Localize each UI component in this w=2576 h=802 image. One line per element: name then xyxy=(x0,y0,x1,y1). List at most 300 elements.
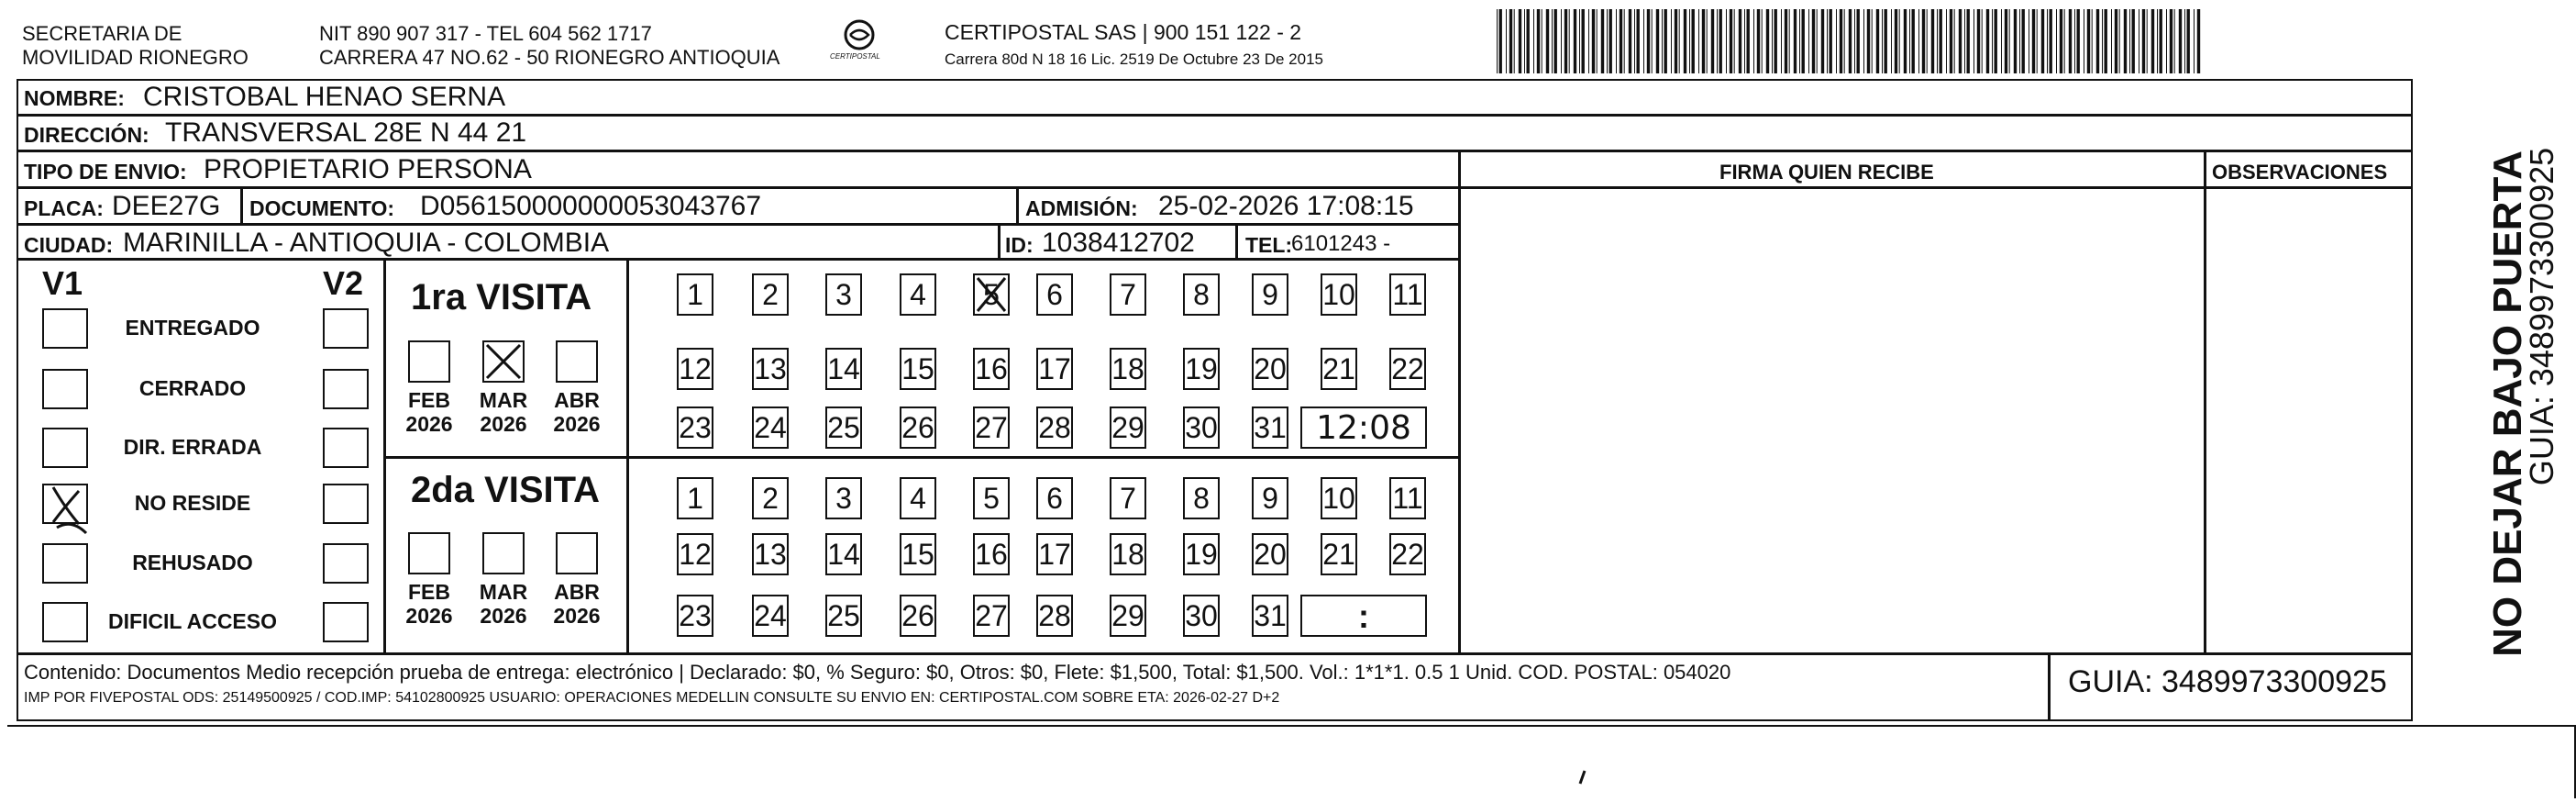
first-visit-day-box[interactable] xyxy=(1110,273,1146,316)
day-number: 29 xyxy=(1111,598,1144,632)
second-visit-day-box[interactable] xyxy=(1389,477,1426,519)
license-line: Carrera 80d N 18 16 Lic. 2519 De Octubre 23 De 2015 xyxy=(945,50,1323,68)
day-number: 13 xyxy=(754,351,787,385)
day-number: 16 xyxy=(975,351,1008,385)
barcode-bar xyxy=(2087,9,2090,73)
second-visit-day-box[interactable] xyxy=(752,533,789,575)
first-visit-day-box[interactable] xyxy=(677,407,713,449)
day-number: 27 xyxy=(975,410,1008,444)
barcode-bar xyxy=(1757,9,1760,73)
first-visit-month-checkbox[interactable] xyxy=(408,340,450,383)
barcode-bar xyxy=(1918,9,1919,73)
first-visit-day-box[interactable] xyxy=(1183,407,1220,449)
barcode-bar xyxy=(2179,9,2182,73)
day-number: 23 xyxy=(679,410,712,444)
address-label: DIRECCIÓN: xyxy=(24,123,149,147)
id-divider xyxy=(998,223,1001,258)
day-number: 1 xyxy=(687,277,703,311)
barcode-bar xyxy=(2047,9,2048,73)
barcode-bar xyxy=(1867,9,1870,73)
day-number: 29 xyxy=(1111,410,1144,444)
day-number: 22 xyxy=(1391,351,1424,385)
pen-mark xyxy=(1575,769,1590,787)
document-value: D056150000000053043767 xyxy=(420,191,762,221)
company-line: CERTIPOSTAL SAS | 900 151 122 - 2 xyxy=(945,20,1302,44)
side-guide-number: GUIA: 3489973300925 xyxy=(2523,147,2560,486)
first-visit-day-box[interactable] xyxy=(1252,407,1288,449)
barcode-bar xyxy=(1995,9,1997,73)
barcode-bar xyxy=(1895,9,1897,73)
barcode-bar xyxy=(1579,9,1580,73)
first-visit-month-year: 2026 xyxy=(480,412,527,436)
barcode-bar xyxy=(1634,9,1635,73)
day-number: 19 xyxy=(1185,351,1218,385)
first-visit-day-box[interactable] xyxy=(1036,273,1073,316)
barcode-bar xyxy=(1679,9,1680,73)
first-visit-day-box[interactable] xyxy=(1321,273,1357,316)
day-number: 2 xyxy=(762,277,779,311)
day-number: 15 xyxy=(901,537,934,571)
handwritten-x-icon xyxy=(46,482,88,535)
first-visit-day-box[interactable] xyxy=(752,273,789,316)
name-value: CRISTOBAL HENAO SERNA xyxy=(143,82,506,112)
barcode-bar xyxy=(1624,9,1625,73)
barcode-bar xyxy=(2064,9,2065,73)
day-number: 20 xyxy=(1254,351,1287,385)
barcode-bar xyxy=(1885,9,1887,73)
v1-checkbox[interactable] xyxy=(42,543,88,584)
first-visit-month-year: 2026 xyxy=(405,412,453,436)
print-line: IMP POR FIVEPOSTAL ODS: 25149500925 / COD.IMP: 54102800925 USUARIO: OPERACIONES MEDELLIN CONSULTE SU ENVIO EN: CERTIPOSTAL.COM SOBRE ETA: 2026-02-27 D+2 xyxy=(24,690,1280,706)
barcode-bar xyxy=(1509,9,1512,73)
day-number: 24 xyxy=(754,598,787,632)
first-visit-day-box[interactable] xyxy=(973,348,1010,390)
barcode-bar xyxy=(1717,9,1718,73)
second-visit-day-box[interactable] xyxy=(1036,477,1073,519)
admission-value: 25-02-2026 17:08:15 xyxy=(1158,191,1414,221)
barcode-bar xyxy=(2129,9,2130,73)
v1-checkbox[interactable] xyxy=(42,484,88,524)
v2-checkbox[interactable] xyxy=(323,484,369,524)
observations-left-border xyxy=(2204,150,2206,652)
barcode-bar xyxy=(1872,9,1873,73)
second-visit-day-box[interactable] xyxy=(900,477,936,519)
first-visit-time-box[interactable] xyxy=(1300,407,1427,449)
barcode-bar xyxy=(1946,9,1947,73)
barcode-bar xyxy=(1671,9,1672,73)
status-option-label: NO RESIDE xyxy=(134,491,251,515)
second-visit-day-box[interactable] xyxy=(677,477,713,519)
barcode-bar xyxy=(1662,9,1663,73)
v2-checkbox[interactable] xyxy=(323,602,369,642)
barcode-bar xyxy=(1844,9,1845,73)
first-visit-day-box[interactable] xyxy=(900,348,936,390)
first-visit-day-box[interactable] xyxy=(752,407,789,449)
day-number: 11 xyxy=(1392,481,1423,515)
barcode-bar xyxy=(2009,9,2010,73)
logo-icon xyxy=(830,17,903,70)
plate-label: PLACA: xyxy=(24,196,104,220)
barcode-bar xyxy=(2132,9,2135,73)
first-visit-day-box[interactable] xyxy=(1389,348,1426,390)
signature-left-border xyxy=(1458,150,1461,652)
barcode-bar xyxy=(1762,9,1763,73)
barcode-bar xyxy=(1863,9,1864,73)
barcode-bar xyxy=(2105,9,2107,73)
barcode-bar xyxy=(1899,9,1900,73)
barcode-bar xyxy=(1931,9,1934,73)
row-divider xyxy=(17,186,2413,189)
barcode-bar xyxy=(2037,9,2038,73)
signature-header: FIRMA QUIEN RECIBE xyxy=(1719,161,1934,184)
second-visit-day-box[interactable] xyxy=(973,595,1010,637)
second-visit-day-box[interactable] xyxy=(1036,533,1073,575)
bottom-frame xyxy=(7,725,2576,798)
day-number: 5 xyxy=(983,481,1000,515)
barcode-bar xyxy=(1597,9,1598,73)
barcode-bar xyxy=(2005,9,2007,73)
barcode-bar xyxy=(1964,9,1965,73)
barcode-bar xyxy=(1753,9,1754,73)
day-number: 20 xyxy=(1254,537,1287,571)
day-number: 12 xyxy=(679,351,712,385)
first-visit-day-box[interactable] xyxy=(973,273,1010,316)
barcode-bar xyxy=(2056,9,2057,73)
barcode-bar xyxy=(1840,9,1842,73)
barcode-bar xyxy=(1789,9,1790,73)
second-visit-day-box[interactable] xyxy=(1110,477,1146,519)
first-visit-month-name: MAR xyxy=(479,388,528,412)
second-visit-day-box[interactable] xyxy=(825,595,862,637)
first-visit-month-name: ABR xyxy=(554,388,600,412)
first-visit-day-box[interactable] xyxy=(825,348,862,390)
barcode-bar xyxy=(1802,9,1805,73)
barcode-bar xyxy=(1927,9,1928,73)
barcode-bar xyxy=(1497,9,1498,73)
barcode-bar xyxy=(2124,9,2127,73)
v2-label: V2 xyxy=(323,264,364,302)
barcode-bar xyxy=(2022,9,2025,73)
barcode-bar xyxy=(1891,9,1892,73)
v1-checkbox[interactable] xyxy=(42,369,88,409)
barcode-bar xyxy=(2115,9,2117,73)
barcode-bar xyxy=(1647,9,1650,73)
barcode-bar xyxy=(2019,9,2020,73)
barcode-bar xyxy=(1499,9,1502,73)
day-number: 17 xyxy=(1038,351,1071,385)
v1-checkbox[interactable] xyxy=(42,308,88,349)
second-visit-day-box[interactable] xyxy=(1036,595,1073,637)
second-visit-day-box[interactable] xyxy=(1321,533,1357,575)
first-visit-day-box[interactable] xyxy=(900,273,936,316)
day-number: 13 xyxy=(754,537,787,571)
v2-checkbox[interactable] xyxy=(323,369,369,409)
barcode-bar xyxy=(2166,9,2167,73)
v2-checkbox[interactable] xyxy=(323,428,369,468)
barcode-bar xyxy=(2096,9,2099,73)
barcode-bar xyxy=(2050,9,2052,73)
first-visit-month-name: FEB xyxy=(408,388,450,412)
barcode-bar xyxy=(1992,9,1993,73)
barcode-bar xyxy=(1620,9,1622,73)
barcode-bar xyxy=(1656,9,1659,73)
day-number: 28 xyxy=(1038,598,1071,632)
barcode-bar xyxy=(2147,9,2148,73)
barcode-bar xyxy=(2197,9,2200,73)
row-divider xyxy=(17,223,1458,226)
day-number: 27 xyxy=(975,598,1008,632)
day-number: 31 xyxy=(1254,410,1287,444)
first-visit-day-box[interactable] xyxy=(1110,348,1146,390)
second-visit-day-box[interactable] xyxy=(677,595,713,637)
barcode-bar xyxy=(1959,9,1962,73)
x-mark-icon xyxy=(975,275,1008,314)
barcode-bar xyxy=(1912,9,1915,73)
second-visit-time-box[interactable] xyxy=(1300,595,1427,637)
barcode-bar xyxy=(2187,9,2190,73)
footer-guide-divider xyxy=(2048,652,2051,721)
admission-divider xyxy=(1016,186,1019,223)
barcode-bar xyxy=(1977,9,1980,73)
shipment-type-label: TIPO DE ENVIO: xyxy=(24,160,187,184)
second-visit-day-box[interactable] xyxy=(752,477,789,519)
first-visit-day-box[interactable] xyxy=(1110,407,1146,449)
row-divider xyxy=(17,652,2413,655)
barcode-bar xyxy=(1643,9,1644,73)
barcode-bar xyxy=(2060,9,2062,73)
day-number: 22 xyxy=(1391,537,1424,571)
second-visit-day-box[interactable] xyxy=(1321,477,1357,519)
barcode-bar xyxy=(1730,9,1732,73)
barcode-bar xyxy=(2174,9,2175,73)
day-number: 21 xyxy=(1322,351,1355,385)
barcode-bar xyxy=(2119,9,2120,73)
barcode-bar xyxy=(2092,9,2093,73)
day-number: 7 xyxy=(1120,481,1136,515)
first-visit-day-box[interactable] xyxy=(973,407,1010,449)
row-divider xyxy=(17,114,2413,117)
barcode-bar xyxy=(2194,9,2195,73)
v1-label: V1 xyxy=(42,264,83,302)
barcode-bar xyxy=(1527,9,1530,73)
day-number: 16 xyxy=(975,537,1008,571)
day-number: 25 xyxy=(827,598,860,632)
second-visit-title: 2da VISITA xyxy=(411,470,600,510)
second-visit-month-name: ABR xyxy=(554,580,600,604)
second-visit-day-box[interactable] xyxy=(973,533,1010,575)
barcode-bar xyxy=(1514,9,1515,73)
day-number: 30 xyxy=(1185,598,1218,632)
nit-line: NIT 890 907 317 - TEL 604 562 1717 xyxy=(319,22,652,45)
day-number: 4 xyxy=(910,277,926,311)
barcode-bar xyxy=(1592,9,1595,73)
barcode-bar xyxy=(1821,9,1824,73)
barcode-bar xyxy=(1554,9,1557,73)
barcode-bar xyxy=(1982,9,1983,73)
first-visit-day-box[interactable] xyxy=(1183,348,1220,390)
barcode-bar xyxy=(1607,9,1608,73)
row-divider xyxy=(17,150,2413,152)
day-number: 6 xyxy=(1046,481,1063,515)
barcode-bar xyxy=(2151,9,2154,73)
first-visit-day-box[interactable] xyxy=(1036,407,1073,449)
status-option-label: DIFICIL ACCESO xyxy=(107,609,277,633)
month-divider xyxy=(626,258,629,652)
barcode-bar xyxy=(1904,9,1907,73)
day-number: 10 xyxy=(1322,481,1355,515)
second-visit-day-box[interactable] xyxy=(1252,595,1288,637)
first-visit-day-box[interactable] xyxy=(677,348,713,390)
barcode-bar xyxy=(1986,9,1989,73)
second-visit-day-box[interactable] xyxy=(1389,533,1426,575)
visit-divider xyxy=(383,456,1458,459)
barcode-bar xyxy=(1684,9,1686,73)
barcode-bar xyxy=(2069,9,2072,73)
barcode-bar xyxy=(1506,9,1507,73)
day-number: 9 xyxy=(1262,481,1278,515)
barcode-bar xyxy=(1692,9,1695,73)
day-number: 2 xyxy=(762,481,779,515)
v2-checkbox[interactable] xyxy=(323,308,369,349)
day-number: 18 xyxy=(1111,351,1144,385)
first-visit-month-checkbox[interactable] xyxy=(556,340,598,383)
second-visit-month-checkbox[interactable] xyxy=(408,532,450,574)
second-visit-day-box[interactable] xyxy=(973,477,1010,519)
second-visit-day-box[interactable] xyxy=(1183,533,1220,575)
v2-checkbox[interactable] xyxy=(323,543,369,584)
barcode-bar xyxy=(1702,9,1705,73)
barcode-bar xyxy=(1574,9,1576,73)
second-visit-day-box[interactable] xyxy=(1252,533,1288,575)
first-visit-day-box[interactable] xyxy=(1389,273,1426,316)
day-number: 24 xyxy=(754,410,787,444)
barcode-bar xyxy=(1774,9,1777,73)
second-visit-day-box[interactable] xyxy=(1183,477,1220,519)
barcode-bar xyxy=(1922,9,1925,73)
day-number: 23 xyxy=(679,598,712,632)
first-visit-day-box[interactable] xyxy=(1036,348,1073,390)
first-visit-day-box[interactable] xyxy=(1183,273,1220,316)
barcode-bar xyxy=(1857,9,1860,73)
second-visit-day-box[interactable] xyxy=(1183,595,1220,637)
first-visit-day-box[interactable] xyxy=(1321,348,1357,390)
first-visit-day-box[interactable] xyxy=(1252,348,1288,390)
day-number: 12 xyxy=(679,537,712,571)
barcode-bar xyxy=(1766,9,1769,73)
second-visit-day-box[interactable] xyxy=(1252,477,1288,519)
document-label: DOCUMENTO: xyxy=(249,196,395,220)
status-option-label: CERRADO xyxy=(138,376,247,400)
barcode-bar xyxy=(1849,9,1852,73)
plate-value: DEE27G xyxy=(112,191,221,221)
first-visit-day-box[interactable] xyxy=(825,273,862,316)
day-number: 1 xyxy=(687,481,703,515)
second-visit-day-box[interactable] xyxy=(825,477,862,519)
barcode-bar xyxy=(1817,9,1818,73)
barcode-bar xyxy=(1739,9,1741,73)
second-visit-month-checkbox[interactable] xyxy=(556,532,598,574)
day-number: 25 xyxy=(827,410,860,444)
barcode-bar xyxy=(1734,9,1735,73)
barcode-bar xyxy=(2041,9,2044,73)
first-visit-day-box[interactable] xyxy=(752,348,789,390)
agency-name-line2: MOVILIDAD RIONEGRO xyxy=(22,46,249,69)
barcode-bar xyxy=(1552,9,1553,73)
day-number: 6 xyxy=(1046,277,1063,311)
day-number: 26 xyxy=(901,598,934,632)
status-divider xyxy=(383,258,386,652)
second-visit-day-box[interactable] xyxy=(900,595,936,637)
barcode-bar xyxy=(1537,9,1540,73)
barcode-bar xyxy=(1781,9,1782,73)
second-visit-day-box[interactable] xyxy=(900,533,936,575)
barcode-bar xyxy=(2160,9,2162,73)
second-visit-month-year: 2026 xyxy=(480,604,527,628)
barcode-bar xyxy=(1664,9,1667,73)
tel-label: TEL: xyxy=(1245,233,1293,257)
day-number: 19 xyxy=(1185,537,1218,571)
barcode-bar xyxy=(1561,9,1562,73)
barcode-bar xyxy=(1601,9,1604,73)
barcode-bar xyxy=(1973,9,1974,73)
first-visit-day-box[interactable] xyxy=(900,407,936,449)
certipostal-logo xyxy=(830,17,903,70)
barcode-bar xyxy=(1519,9,1521,73)
first-visit-day-box[interactable] xyxy=(1252,273,1288,316)
x-mark-icon xyxy=(484,342,523,381)
barcode-bar xyxy=(2102,9,2103,73)
day-number: 8 xyxy=(1193,277,1210,311)
day-number: 5 xyxy=(983,277,1000,311)
first-visit-day-box[interactable] xyxy=(825,407,862,449)
first-visit-title: 1ra VISITA xyxy=(411,277,592,317)
barcode-bar xyxy=(1637,9,1640,73)
second-visit-day-box[interactable] xyxy=(752,595,789,637)
v1-checkbox[interactable] xyxy=(42,602,88,642)
barcode-bar xyxy=(1967,9,1970,73)
barcode-bar xyxy=(1629,9,1631,73)
second-visit-month-checkbox[interactable] xyxy=(482,532,525,574)
city-label: CIUDAD: xyxy=(24,233,114,257)
barcode-bar xyxy=(1744,9,1745,73)
id-value: 1038412702 xyxy=(1042,228,1195,258)
first-visit-month-checkbox[interactable] xyxy=(482,340,525,383)
second-visit-day-box[interactable] xyxy=(825,533,862,575)
v1-checkbox[interactable] xyxy=(42,428,88,468)
day-number: 21 xyxy=(1322,537,1355,571)
day-number: 11 xyxy=(1392,277,1423,311)
first-visit-day-box[interactable] xyxy=(677,273,713,316)
day-number: 18 xyxy=(1111,537,1144,571)
day-number: 31 xyxy=(1254,598,1287,632)
day-number: 8 xyxy=(1193,481,1210,515)
barcode-bar xyxy=(2184,9,2185,73)
first-visit-time-value: 12:08 xyxy=(1316,409,1411,447)
barcode-bar xyxy=(1524,9,1525,73)
observations-header: OBSERVACIONES xyxy=(2212,161,2388,184)
second-visit-month-year: 2026 xyxy=(405,604,453,628)
barcode-bar xyxy=(1808,9,1809,73)
day-number: 7 xyxy=(1120,277,1136,311)
day-number: 28 xyxy=(1038,410,1071,444)
address-line: CARRERA 47 NO.62 - 50 RIONEGRO ANTIOQUIA xyxy=(319,46,780,69)
barcode-bar xyxy=(2142,9,2145,73)
barcode-bar xyxy=(1707,9,1708,73)
second-visit-day-box[interactable] xyxy=(1110,533,1146,575)
second-visit-day-box[interactable] xyxy=(1110,595,1146,637)
second-visit-day-box[interactable] xyxy=(677,533,713,575)
address-value: TRANSVERSAL 28E N 44 21 xyxy=(165,117,527,148)
